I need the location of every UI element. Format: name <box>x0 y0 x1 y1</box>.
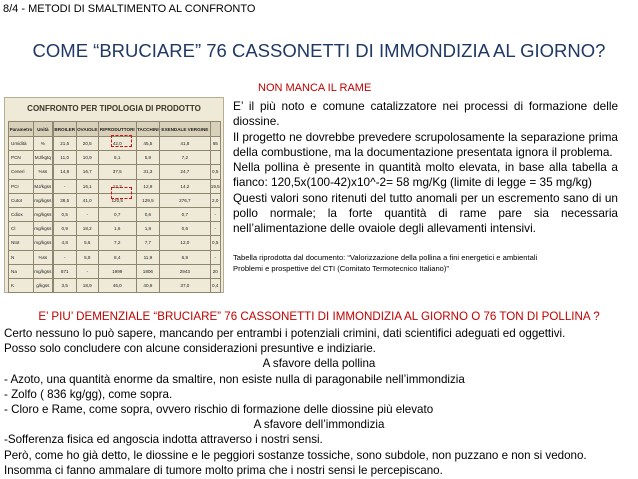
table-cell: 0,5 <box>210 165 221 179</box>
table-cell: 38,5 <box>53 193 76 207</box>
table-row <box>9 264 221 278</box>
table-row <box>9 165 221 179</box>
section-label-against-garbage: A sfavore dell’immondizia <box>253 418 385 432</box>
table-header-cell: RIPRODUTTORI <box>98 122 136 137</box>
table-cell: 42,0 <box>98 137 136 151</box>
table-cell: 14,2 <box>160 179 210 193</box>
table-cell: N <box>9 250 34 264</box>
table-cell: - <box>76 207 98 221</box>
table-cell: g/kgss <box>33 278 52 292</box>
table-row <box>9 151 221 165</box>
table-cell: 4,8 <box>53 236 76 250</box>
table-cell: - <box>210 207 221 221</box>
table-cell: 129,5 <box>136 193 160 207</box>
table-cell: Ntot <box>9 236 34 250</box>
section-label-against-pollina: A sfavore della pollina <box>262 357 376 371</box>
table-cell: mg/kgss <box>33 236 52 250</box>
bottom-title: E’ PIU’ DEMENZIALE “BRUCIARE” 76 CASSONETTI DI IMMONDIZIA AL GIORNO O 76 TON DI POLLINA ? <box>38 310 600 323</box>
paragraph: Questi valori sono ritenuti del tutto anomali per un escremento sano di un pollo normale; la forte quantità di rame pare sia necessaria nell’alimentazione delle ovaiole degli allevamenti intensivi. <box>233 190 618 236</box>
table-cell: 12,0 <box>160 236 210 250</box>
text-line: Insomma ci fanno ammalare di tumore molto prima che i nostri sensi le percepiscano. <box>4 463 443 477</box>
text-line: - Cloro e Rame, come sopra, ovvero rischio di formazione delle diossine più elevato <box>4 403 434 417</box>
table-cell: 6,1 <box>98 151 136 165</box>
table-cell: 7,7 <box>136 236 160 250</box>
table-cell: 12,9 <box>136 179 160 193</box>
table-title: CONFRONTO PER TIPOLOGIA DI PRODOTTO <box>27 104 201 113</box>
table-cell: 0,7 <box>160 207 210 221</box>
table-cell: Na <box>9 264 34 278</box>
source-note-line: Problemi e prospettive del CTI (Comitato Termotecnico Italiano)” <box>233 263 449 273</box>
comparison-table-image <box>4 97 224 293</box>
table-header-cell: BROILER <box>53 122 76 137</box>
table-cell: - <box>210 222 221 236</box>
table-cell: Cdiox <box>9 207 34 221</box>
table-cell: Cutot <box>9 193 34 207</box>
text-line: Posso solo concludere con alcune considerazioni presuntive e indiziarie. <box>4 342 376 356</box>
ovaiole-umidita-highlight <box>111 135 132 147</box>
table-cell: % <box>33 137 52 151</box>
table-cell: 1,8 <box>136 222 160 236</box>
table-cell: 1,6 <box>98 222 136 236</box>
table-cell: 37,5 <box>98 165 136 179</box>
table-cell: 41,0 <box>76 193 98 207</box>
table-cell: 5,9 <box>76 250 98 264</box>
table-row <box>9 278 221 292</box>
table-cell <box>210 151 221 165</box>
source-note <box>233 253 623 274</box>
table-cell: 6,9 <box>160 250 210 264</box>
table-cell: - <box>210 250 221 264</box>
text-line: Certo nessuno lo può sapere, mancando per entrambi i potenziali crimini, dati scientifici adeguati ed oggettivi. <box>4 327 566 340</box>
table-header-cell: EXENDALE VERGINE <box>160 122 210 137</box>
table-cell: - <box>53 250 76 264</box>
table-cell: mg/kgss <box>33 264 52 278</box>
text-line: - Zolfo ( 836 kg/gg), come sopra. <box>4 387 173 401</box>
table-row <box>9 236 221 250</box>
text-line: Però, come ho già detto, le diossine e le peggiori sostanze tossiche, sono subdole, non puzzano e non si vedono. <box>4 448 587 462</box>
table-cell: PCI <box>9 179 34 193</box>
table-cell: 0,6 <box>160 222 210 236</box>
table-cell: 20 <box>210 264 221 278</box>
table-cell: Cl <box>9 222 34 236</box>
table-cell: MJ/kgtq <box>33 151 52 165</box>
table-cell: 10,9 <box>76 151 98 165</box>
table-cell: 0,7 <box>98 207 136 221</box>
table-row <box>9 222 221 236</box>
table-cell: Ceneri <box>9 165 34 179</box>
table-cell: - <box>53 179 76 193</box>
table-cell: 5,9 <box>136 151 160 165</box>
table-cell: 14,8 <box>53 165 76 179</box>
table-cell: 19,5 <box>210 179 221 193</box>
table-cell: Umidità <box>9 137 34 151</box>
table-cell: 41,8 <box>160 137 210 151</box>
copper-explanation <box>233 99 618 237</box>
table-cell: 7,2 <box>98 236 136 250</box>
table-cell: 21,5 <box>53 137 76 151</box>
table-cell: 0,6 <box>136 207 160 221</box>
paragraph: Nella pollina è presente in quantità molto elevata, in base alla tabella a fianco: 120,5x(100-42)x10^-2= 58 mg/Kg (limite di legge = 35 mg/kg) <box>233 160 618 190</box>
table-cell: 1806 <box>136 264 160 278</box>
rame-heading: NON MANCA IL RAME <box>258 82 372 94</box>
table-cell: 0,9 <box>53 222 76 236</box>
text-line: - Azoto, una quantità enorme da smaltire, non esiste nulla di paragonabile nell’immondizia <box>4 372 465 386</box>
table-cell: 2943 <box>160 264 210 278</box>
table-cell: 18,2 <box>76 222 98 236</box>
table-cell: 12,3 <box>98 179 136 193</box>
text-line: -Sofferenza fisica ed angoscia indotta attraverso i nostri sensi. <box>4 433 323 447</box>
table-cell: 0,4 <box>210 278 221 292</box>
table-cell: 20,5 <box>76 137 98 151</box>
table-cell: 31,3 <box>136 165 160 179</box>
table-cell: 16,1 <box>76 179 98 193</box>
table-cell: 16,7 <box>76 165 98 179</box>
table-cell: 24,7 <box>160 165 210 179</box>
slide-header-text: METODI DI SMALTIMENTO AL CONFRONTO <box>28 3 256 15</box>
table-header-cell: Unità <box>33 122 52 137</box>
table-cell: 5,6 <box>76 236 98 250</box>
table-header-cell <box>210 122 221 137</box>
paragraph: Il progetto ne dovrebbe prevedere scrupolosamente la separazione prima della combustione, ma la documentazione presentata ignora il problema. <box>233 129 618 159</box>
table-cell: 7,2 <box>160 151 210 165</box>
table-header-cell: TACCHINI <box>136 122 160 137</box>
table-cell: - <box>76 264 98 278</box>
table-cell: 8,4 <box>98 250 136 264</box>
table-cell: 1999 <box>98 264 136 278</box>
table-cell: mg/kgss <box>33 207 52 221</box>
table-cell: %ss <box>33 250 52 264</box>
ovaiole-copper-highlight <box>111 187 132 199</box>
table-cell: 120,5 <box>98 193 136 207</box>
table-cell: K <box>9 278 34 292</box>
table-cell: 65 <box>210 137 221 151</box>
table-cell: 871 <box>53 264 76 278</box>
table-cell: 46,0 <box>98 278 136 292</box>
table-cell: PCN <box>9 151 34 165</box>
table-cell: 11,9 <box>136 250 160 264</box>
table-cell: 37,0 <box>160 278 210 292</box>
table-header-cell: OVAIOLE <box>76 122 98 137</box>
slide-header <box>3 3 255 15</box>
table-cell: 276,7 <box>160 193 210 207</box>
table-cell: 40,9 <box>136 278 160 292</box>
table-row <box>9 207 221 221</box>
slide-number: 8/4 - <box>3 3 29 15</box>
table-cell: 45,5 <box>136 137 160 151</box>
table-cell: MJ/kgss <box>33 179 52 193</box>
table-cell: 0,5 <box>210 236 221 250</box>
table-cell: 18,9 <box>76 278 98 292</box>
source-note-line: Tabella riprodotta dal documento: “Valorizzazione della pollina a fini energetici e ambientali <box>233 253 538 262</box>
table-cell: 2,0 <box>210 193 221 207</box>
table-cell: %ss <box>33 165 52 179</box>
table-cell: 3,5 <box>53 278 76 292</box>
conclusion-text <box>4 326 634 478</box>
table-cell: mg/kgss <box>33 193 52 207</box>
table-cell: 0,5 <box>53 207 76 221</box>
table-header-cell: Parametro <box>9 122 34 137</box>
table-cell: mg/kgss <box>33 222 52 236</box>
main-title: COME “BRUCIARE” 76 CASSONETTI DI IMMONDIZIA AL GIORNO? <box>32 40 606 61</box>
table-cell: 11,0 <box>53 151 76 165</box>
table-row <box>9 250 221 264</box>
paragraph: E’ il più noto e comune catalizzatore nei processi di formazione delle diossine. <box>233 99 618 129</box>
